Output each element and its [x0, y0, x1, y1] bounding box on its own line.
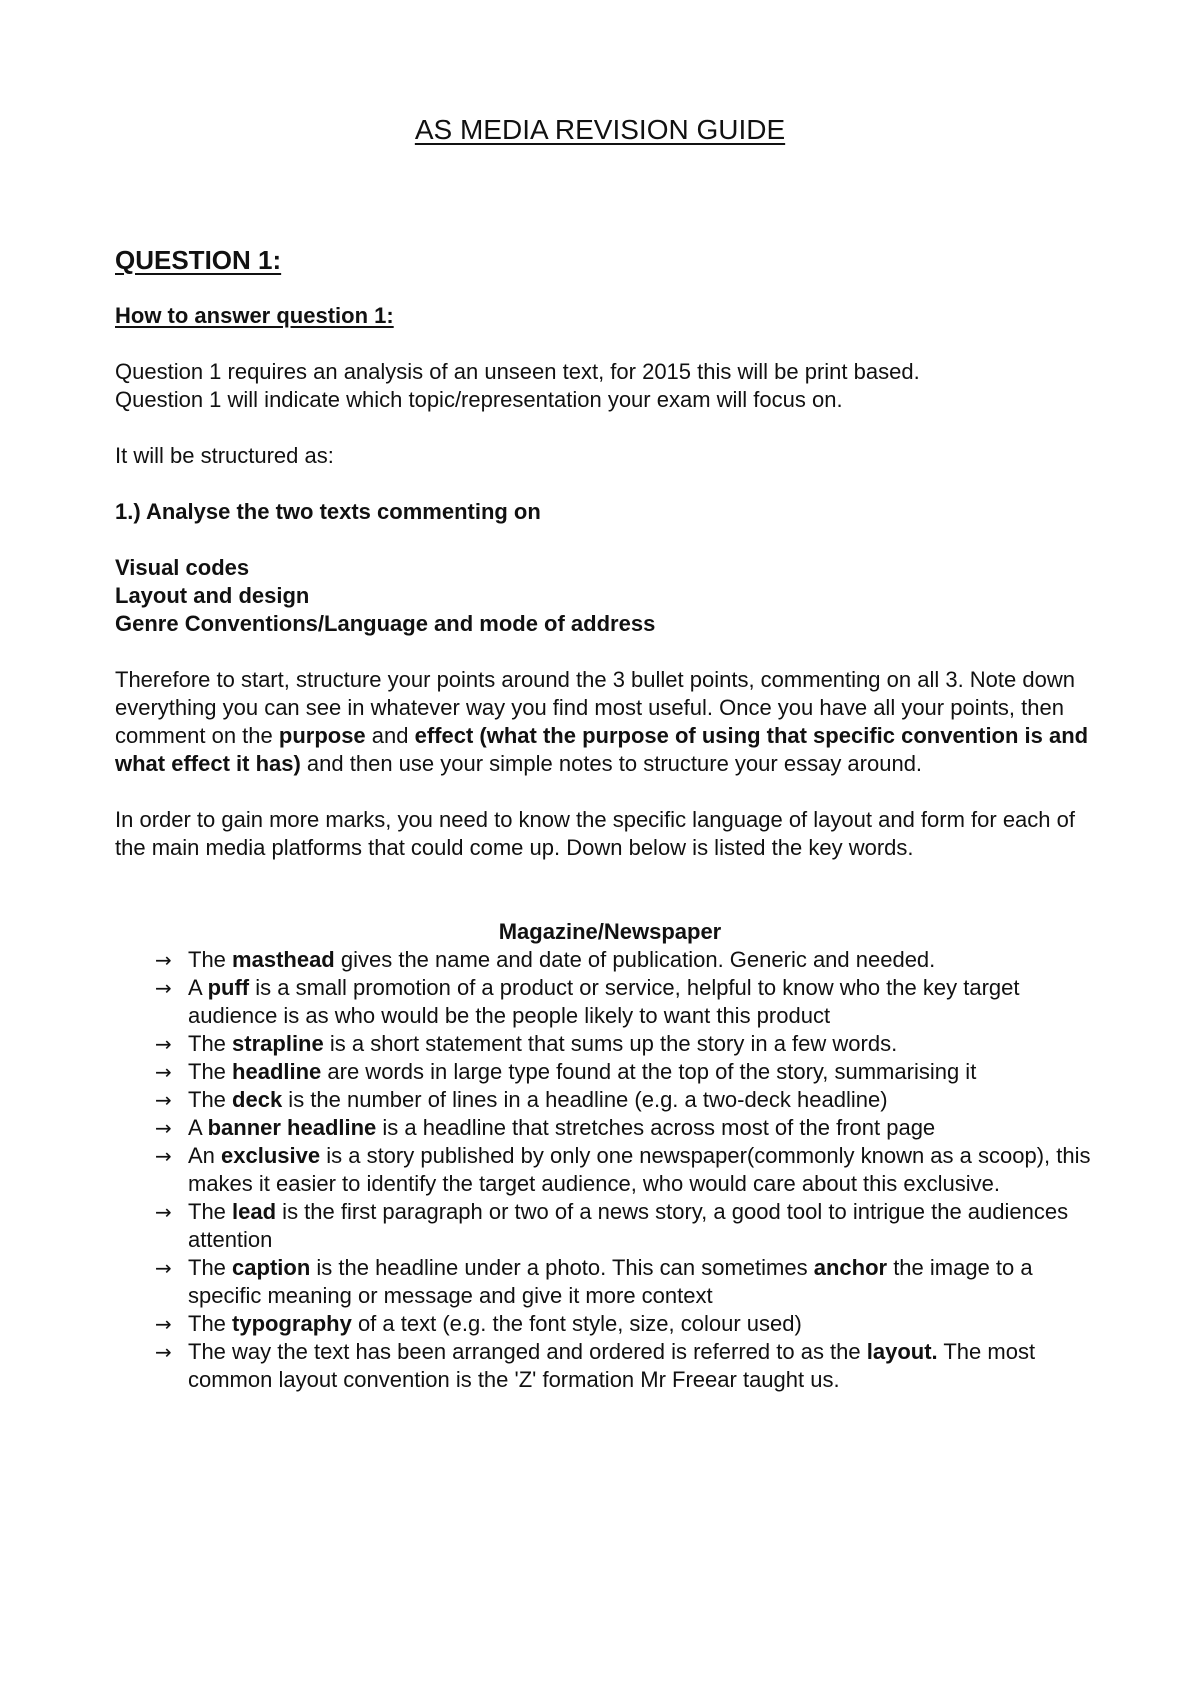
term-post: is a story published by only one newspaper(commonly known as a scoop), this makes it easier to identify the target audience, who would care about this exclusive. [188, 1143, 1091, 1196]
term-bold: lead [232, 1199, 277, 1224]
arrow-icon: → [155, 1312, 172, 1336]
term-post: is a small promotion of a product or service, helpful to know who the key target audience is as who would be the people likely to want this product [188, 975, 1020, 1028]
term-pre: The [188, 947, 233, 972]
list-item [155, 1058, 1105, 1086]
term-post: of a text (e.g. the font style, size, colour used) [351, 1311, 802, 1336]
list-item [155, 1030, 1105, 1058]
list-item [155, 1198, 1105, 1254]
arrow-icon: → [155, 1032, 172, 1056]
term-post: is the headline under a photo. This can sometimes [310, 1255, 814, 1280]
term-post: the image to a specific meaning or message and give it more context [188, 1255, 1033, 1308]
term-pre: A [188, 1115, 208, 1140]
task-heading: 1.) Analyse the two texts commenting on [115, 499, 541, 524]
term-pre: The [188, 1059, 233, 1084]
intro-line-2: Question 1 will indicate which topic/representation your exam will focus on. [115, 387, 843, 412]
bullet-point: Visual codes [115, 555, 250, 580]
list-item [155, 946, 1105, 974]
arrow-icon: → [155, 1060, 172, 1084]
arrow-icon: → [155, 1116, 172, 1140]
term-post: is a headline that stretches across most of the front page [376, 1115, 936, 1140]
term-post: gives the name and date of publication. Generic and needed. [334, 947, 936, 972]
marks-paragraph: In order to gain more marks, you need to know the specific language of layout and form for each of the main media platforms that could come up. Down below is listed the key words. [115, 807, 1075, 860]
term-bold: layout. [866, 1339, 938, 1364]
terms-list [155, 946, 1105, 1394]
term-pre: The [188, 1087, 233, 1112]
term-post: is the number of lines in a headline (e.g. a two-deck headline) [282, 1087, 888, 1112]
question-heading: QUESTION 1: [115, 245, 282, 275]
advice-text: and then use your simple notes to structure your essay around. [300, 751, 923, 776]
term-pre: The [188, 1031, 233, 1056]
bullet-points [115, 554, 1105, 638]
term-bold: caption [232, 1255, 311, 1280]
how-to-heading: How to answer question 1: [115, 303, 394, 328]
bullet-point: Genre Conventions/Language and mode of address [115, 611, 656, 636]
advice-text: Therefore to start, structure your points around the 3 bullet points, commenting on all 3. Note down everything you can see in whatever way you find most useful. Once you have all your points, then comment on the [115, 667, 1075, 748]
term-bold: typography [232, 1311, 352, 1336]
arrow-icon: → [155, 1200, 172, 1224]
term-post: are words in large type found at the top of the story, summarising it [321, 1059, 977, 1084]
arrow-icon: → [155, 948, 172, 972]
list-item [155, 1142, 1105, 1198]
document-body [115, 244, 1105, 1394]
term-bold: deck [232, 1087, 283, 1112]
arrow-icon: → [155, 976, 172, 1000]
bullet-point: Layout and design [115, 583, 310, 608]
term-pre: The way the text has been arranged and ordered is referred to as the [188, 1339, 867, 1364]
term-pre: The [188, 1199, 233, 1224]
list-item [155, 1338, 1105, 1394]
term-bold: banner headline [207, 1115, 377, 1140]
arrow-icon: → [155, 1088, 172, 1112]
advice-bold-purpose: purpose [278, 723, 366, 748]
advice-bold-effect: effect (what the purpose of using that specific convention is and what effect it has) [115, 723, 1089, 776]
advice-paragraph [115, 666, 1105, 778]
term-bold: masthead [232, 947, 335, 972]
list-item [155, 1310, 1105, 1338]
arrow-icon: → [155, 1256, 172, 1280]
list-item [155, 1086, 1105, 1114]
term-pre: A [188, 975, 208, 1000]
list-item [155, 974, 1105, 1030]
term-post: is a short statement that sums up the story in a few words. [323, 1031, 898, 1056]
term-post: The most common layout convention is the 'Z' formation Mr Freear taught us. [188, 1339, 1036, 1392]
intro-line-1: Question 1 requires an analysis of an unseen text, for 2015 this will be print based. [115, 359, 920, 384]
term-pre: The [188, 1255, 233, 1280]
term-bold: exclusive [221, 1143, 321, 1168]
advice-text: and [365, 723, 415, 748]
term-bold: strapline [232, 1031, 324, 1056]
document-title: AS MEDIA REVISION GUIDE [414, 114, 786, 145]
term-bold: anchor [813, 1255, 888, 1280]
term-pre: The [188, 1311, 233, 1336]
arrow-icon: → [155, 1144, 172, 1168]
term-pre: An [188, 1143, 222, 1168]
structured-as-text: It will be structured as: [115, 443, 334, 468]
list-title: Magazine/Newspaper [498, 919, 722, 944]
arrow-icon: → [155, 1340, 172, 1364]
list-item [155, 1254, 1105, 1310]
list-item [155, 1114, 1105, 1142]
term-bold: headline [232, 1059, 322, 1084]
term-bold: puff [207, 975, 250, 1000]
term-post: is the first paragraph or two of a news story, a good tool to intrigue the audiences attention [188, 1199, 1069, 1252]
